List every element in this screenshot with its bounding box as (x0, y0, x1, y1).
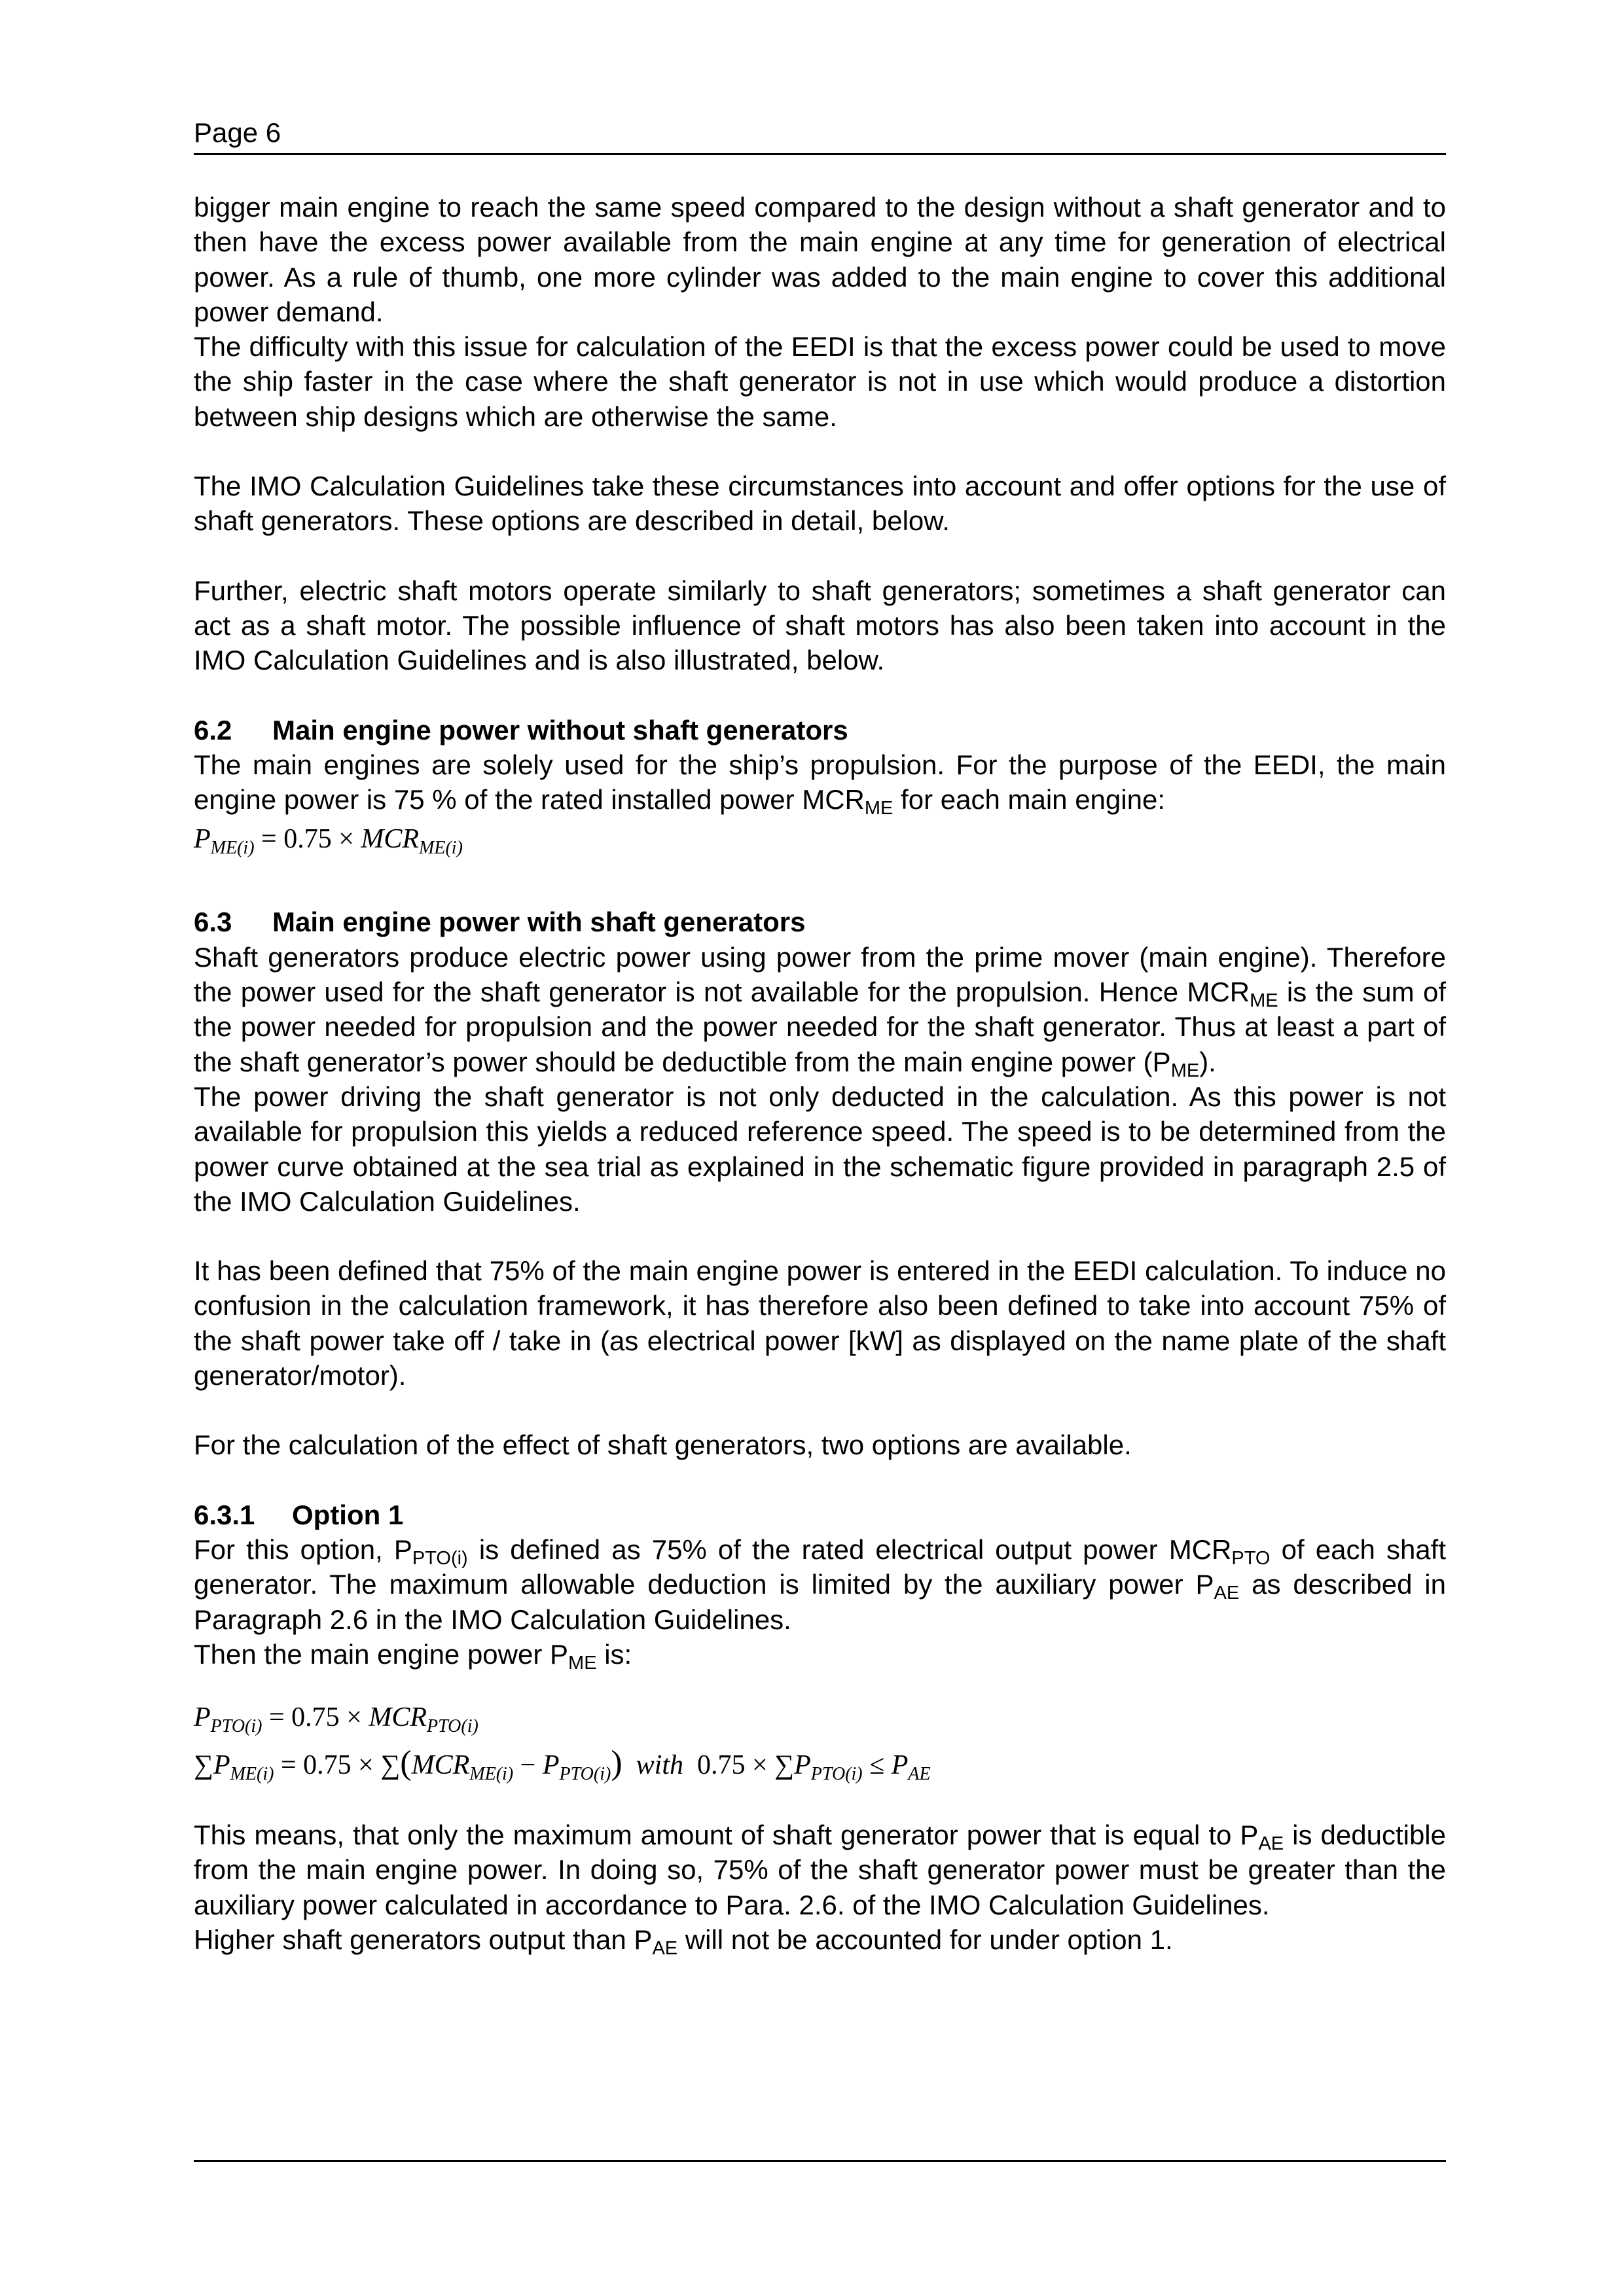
paragraph: Further, electric shaft motors operate similarly to shaft generators; sometimes a shaft generator can act as a shaft motor. The possible influence of shaft motors has also been taken into account in the IMO Calculation Guidelines and is also illustrated, below. (194, 575, 1446, 676)
section-number: 6.2 (194, 714, 232, 745)
paragraph: The main engines are solely used for the ship’s propulsion. For the purpose of the EEDI, the main engine power is 75 % of the rated installed power $MCR_{ME}$ for each main engine: (194, 749, 1446, 819)
paragraph: This means, that only the maximum amount of shaft generator power that is equal to $P_{AE}$ is deductible from the main engine power. In doing so, 75% of the shaft generator power must be greater than the auxiliary power calculated in accordance to Para. 2.6. of the IMO Calculation Guidelines. (194, 1820, 1446, 1920)
footer-rule (194, 2160, 1446, 2162)
paragraph: The difficulty with this issue for calculation of the EEDI is that the excess power could be used to move the ship faster in the case where the shaft generator is not in use which would produce a distortion between ship designs which are otherwise the same. (194, 331, 1446, 432)
paragraph: For the calculation of the effect of shaft generators, two options are available. (194, 1429, 1132, 1461)
paragraph: Then the main engine power $P_{ME}$ is: (194, 1638, 632, 1674)
subsection-number: 6.3.1 (194, 1499, 255, 1530)
page-content (194, 190, 1446, 1957)
section-title: Main engine power without shaft generators (272, 714, 848, 745)
section-heading (194, 713, 1446, 747)
paragraph: Higher shaft generators output than $P_{AE}$ will not be accounted for under option 1. (194, 1924, 1173, 1959)
paragraph: The IMO Calculation Guidelines take these circumstances into account and offer options for the use of shaft generators. These options are described in detail, below. (194, 471, 1446, 537)
section-title: Main engine power with shaft generators (272, 906, 806, 938)
paragraph: The power driving the shaft generator is not only deducted in the calculation. As this power is not available for propulsion this yields a reduced reference speed. The speed is to be determined from the power curve obtained at the sea trial as explained in the schematic figure provided in paragraph 2.5 of the IMO Calculation Guidelines. (194, 1081, 1446, 1217)
section-heading (194, 905, 1446, 939)
section-number: 6.3 (194, 906, 232, 938)
subsection-heading (194, 1498, 1446, 1532)
paragraph: For this option, $P_{PTO(i)}$ is defined as 75% of the rated electrical output power $MCR_{PTO}$ of each shaft generator. The maximum allowable deduction is limited by the auxiliary power $P_{AE}$ as described in Paragraph 2.6 in the IMO Calculation Guidelines. (194, 1534, 1446, 1635)
page-number: Page 6 (194, 117, 281, 148)
document-page (194, 0, 1446, 2296)
formula: $P_{PTO(i)} = 0.75 \times MCR_{PTO(i)}$ (194, 1702, 478, 1737)
paragraph: Shaft generators produce electric power using power from the prime mover (main engine). Therefore the power used for the shaft generator is not available for the propulsion. Hence $MCR_{ME}$ is the sum of the power needed for propulsion and the power needed for the shaft generator. Thus at least a part of the shaft generator’s power should be deductible from the main engine power $(P_{ME})$. (194, 941, 1447, 1081)
subsection-title: Option 1 (292, 1499, 404, 1530)
page-header (194, 117, 1446, 155)
paragraph: bigger main engine to reach the same speed compared to the design without a shaft generator and to then have the excess power available from the main engine at any time for generation of electrical power. As a rule of thumb, one more cylinder was added to the main engine to cover this additional power demand. (194, 192, 1446, 327)
formula: $\sum P_{ME(i)} = 0.75 \times \sum(MCR_{ME(i)} - P_{PTO(i)})$ with $0.75 \times \sum P_{PTO(i)} \le P_{AE}$ (194, 1744, 931, 1785)
formula: $P_{ME(i)} = 0.75 \times MCR_{ME(i)}$ (194, 824, 463, 859)
paragraph: It has been defined that 75% of the main engine power is entered in the EEDI calculation. To induce no confusion in the calculation framework, it has therefore also been defined to take into account 75% of the shaft power take off / take in (as electrical power [kW] as displayed on the name plate of the shaft generator/motor). (194, 1255, 1446, 1391)
